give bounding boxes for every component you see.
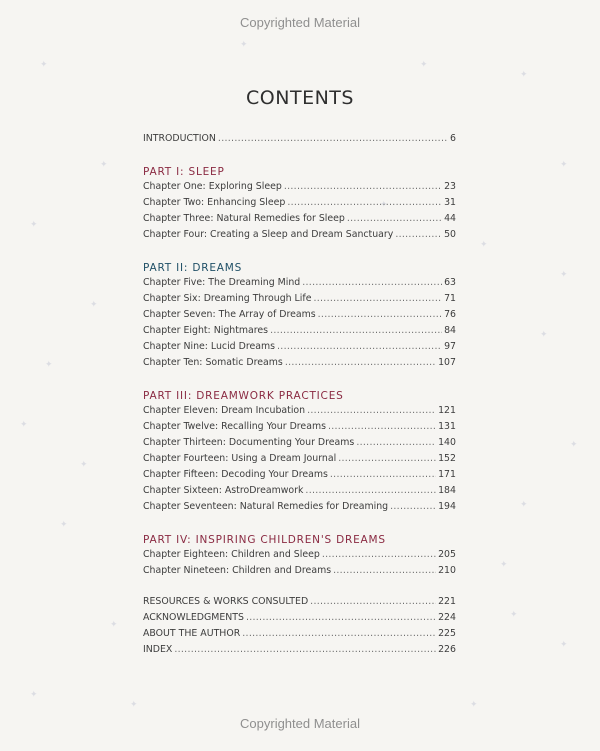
toc-entry-page: 184 xyxy=(438,485,456,496)
spacer xyxy=(143,517,456,532)
toc-entry-page: 44 xyxy=(444,213,456,224)
toc-entry-page: 140 xyxy=(438,437,456,448)
toc-entry-page: 224 xyxy=(438,612,456,623)
dot-leader xyxy=(395,229,442,240)
toc-entry-page: 171 xyxy=(438,469,456,480)
dot-leader xyxy=(284,181,442,192)
toc-entry[interactable] xyxy=(143,549,456,565)
dot-leader xyxy=(277,341,442,352)
star-icon: ✦ xyxy=(420,59,428,69)
toc-entry-page: 50 xyxy=(444,229,456,240)
watermark-top: Copyrighted Material xyxy=(240,15,360,30)
star-icon: ✦ xyxy=(45,359,53,369)
toc-entry[interactable] xyxy=(143,421,456,437)
toc-entry-page: 152 xyxy=(438,453,456,464)
dot-leader xyxy=(270,325,442,336)
toc-entry[interactable] xyxy=(143,501,456,517)
toc-entry-label: ABOUT THE AUTHOR xyxy=(143,628,241,639)
toc-entry-label: RESOURCES & WORKS CONSULTED xyxy=(143,596,309,607)
star-icon: ✦ xyxy=(30,219,38,229)
star-icon: ✦ xyxy=(90,299,98,309)
star-icon: ✦ xyxy=(60,519,68,529)
dot-leader xyxy=(305,485,436,496)
toc-entry-page: 76 xyxy=(444,309,456,320)
toc-entry-page: 84 xyxy=(444,325,456,336)
watermark-bottom: Copyrighted Material xyxy=(240,716,360,731)
dot-leader xyxy=(330,469,436,480)
toc-entry[interactable] xyxy=(143,325,456,341)
dot-leader xyxy=(310,596,436,607)
toc-entry[interactable] xyxy=(143,612,456,628)
dot-leader xyxy=(174,644,436,655)
part-heading[interactable]: PART III: DREAMWORK PRACTICES xyxy=(143,390,344,402)
toc-entry-page: 107 xyxy=(438,357,456,368)
toc-entry[interactable] xyxy=(143,293,456,309)
toc-entry[interactable] xyxy=(143,357,456,373)
star-icon: ✦ xyxy=(380,199,388,209)
spacer xyxy=(143,149,456,164)
star-icon: ✦ xyxy=(110,619,118,629)
toc-entry[interactable] xyxy=(143,213,456,229)
toc-entry[interactable] xyxy=(143,229,456,245)
dot-leader xyxy=(218,133,448,144)
toc-entry-label: Chapter Five: The Dreaming Mind xyxy=(143,277,301,288)
toc-entry-label: Chapter Ten: Somatic Dreams xyxy=(143,357,283,368)
star-icon: ✦ xyxy=(560,159,568,169)
star-icon: ✦ xyxy=(520,69,528,79)
star-icon: ✦ xyxy=(500,559,508,569)
toc-entry-label: Chapter Twelve: Recalling Your Dreams xyxy=(143,421,326,432)
star-icon: ✦ xyxy=(470,699,478,709)
toc-entry-label: Chapter Seven: The Array of Dreams xyxy=(143,309,316,320)
toc-entry[interactable] xyxy=(143,628,456,644)
dot-leader xyxy=(318,309,442,320)
toc-entry-page: 205 xyxy=(438,549,456,560)
toc-entry-label: Chapter Fifteen: Decoding Your Dreams xyxy=(143,469,328,480)
star-icon: ✦ xyxy=(40,59,48,69)
toc-entry[interactable] xyxy=(143,469,456,485)
toc-entry-label: Chapter Eighteen: Children and Sleep xyxy=(143,549,320,560)
toc-entry-label: Chapter Nineteen: Children and Dreams xyxy=(143,565,332,576)
toc-entry[interactable] xyxy=(143,644,456,660)
dot-leader xyxy=(246,612,436,623)
toc-back-matter xyxy=(143,596,456,660)
dot-leader xyxy=(302,277,442,288)
dot-leader xyxy=(338,453,436,464)
star-icon: ✦ xyxy=(240,39,248,49)
toc-entry[interactable] xyxy=(143,405,456,421)
toc-entry-label: Chapter Four: Creating a Sleep and Dream Sanctuary xyxy=(143,229,394,240)
star-icon: ✦ xyxy=(130,699,138,709)
toc-entry-label: Chapter Fourteen: Using a Dream Journal xyxy=(143,453,337,464)
star-icon: ✦ xyxy=(570,439,578,449)
toc-entry-page: 31 xyxy=(444,197,456,208)
toc-entry-page: 71 xyxy=(444,293,456,304)
spacer xyxy=(143,581,456,596)
toc-entry-page: 23 xyxy=(444,181,456,192)
dot-leader xyxy=(390,501,436,512)
star-icon: ✦ xyxy=(30,689,38,699)
toc-entry-page: 121 xyxy=(438,405,456,416)
part-heading[interactable]: PART I: SLEEP xyxy=(143,166,225,178)
toc-entry[interactable] xyxy=(143,596,456,612)
star-icon: ✦ xyxy=(520,499,528,509)
toc-entry-label: Chapter One: Exploring Sleep xyxy=(143,181,282,192)
dot-leader xyxy=(242,628,436,639)
star-icon: ✦ xyxy=(540,329,548,339)
toc-entry[interactable] xyxy=(143,485,456,501)
dot-leader xyxy=(347,213,442,224)
toc-entry[interactable] xyxy=(143,133,456,149)
toc-entry-page: 210 xyxy=(438,565,456,576)
dot-leader xyxy=(307,405,436,416)
toc-entry[interactable] xyxy=(143,437,456,453)
dot-leader xyxy=(328,421,436,432)
dot-leader xyxy=(313,293,442,304)
toc-entry-label: Chapter Eleven: Dream Incubation xyxy=(143,405,306,416)
toc-entry[interactable] xyxy=(143,277,456,293)
star-icon: ✦ xyxy=(480,239,488,249)
spacer xyxy=(143,245,456,260)
toc-entry-page: 226 xyxy=(438,644,456,655)
toc-parts xyxy=(143,164,456,596)
toc-entry-label: INTRODUCTION xyxy=(143,133,216,144)
toc-entry[interactable] xyxy=(143,341,456,357)
dot-leader xyxy=(287,197,442,208)
toc-entry-label: Chapter Nine: Lucid Dreams xyxy=(143,341,276,352)
star-icon: ✦ xyxy=(20,419,28,429)
toc-entry-label: Chapter Two: Enhancing Sleep xyxy=(143,197,286,208)
star-icon: ✦ xyxy=(80,459,88,469)
part-heading[interactable]: PART IV: INSPIRING CHILDREN'S DREAMS xyxy=(143,534,386,546)
toc-front-matter xyxy=(143,133,456,149)
toc-entry[interactable] xyxy=(143,565,456,581)
star-icon: ✦ xyxy=(560,269,568,279)
page-title: CONTENTS xyxy=(246,87,354,109)
toc-entry-label: Chapter Six: Dreaming Through Life xyxy=(143,293,312,304)
star-icon: ✦ xyxy=(100,159,108,169)
dot-leader xyxy=(333,565,436,576)
toc-entry-label: Chapter Thirteen: Documenting Your Dreams xyxy=(143,437,355,448)
toc-entry-page: 225 xyxy=(438,628,456,639)
toc-entry-label: Chapter Eight: Nightmares xyxy=(143,325,269,336)
toc-entry-page: 63 xyxy=(444,277,456,288)
toc-entry-page: 6 xyxy=(450,133,456,144)
toc-entry[interactable] xyxy=(143,181,456,197)
toc-entry[interactable] xyxy=(143,197,456,213)
dot-leader xyxy=(356,437,436,448)
dot-leader xyxy=(285,357,436,368)
toc-entry-label: Chapter Three: Natural Remedies for Sleep xyxy=(143,213,345,224)
toc-entry-page: 194 xyxy=(438,501,456,512)
part-heading[interactable]: PART II: DREAMS xyxy=(143,262,243,274)
toc-entry-label: Chapter Seventeen: Natural Remedies for Dreaming xyxy=(143,501,389,512)
star-icon: ✦ xyxy=(510,609,518,619)
toc-entry-label: ACKNOWLEDGMENTS xyxy=(143,612,244,623)
toc-entry-page: 131 xyxy=(438,421,456,432)
toc-entry-label: Chapter Sixteen: AstroDreamwork xyxy=(143,485,304,496)
table-of-contents xyxy=(143,133,456,660)
dot-leader xyxy=(322,549,436,560)
toc-entry-page: 221 xyxy=(438,596,456,607)
toc-entry[interactable] xyxy=(143,309,456,325)
spacer xyxy=(143,373,456,388)
toc-entry[interactable] xyxy=(143,453,456,469)
toc-entry-label: INDEX xyxy=(143,644,173,655)
toc-entry-page: 97 xyxy=(444,341,456,352)
star-icon: ✦ xyxy=(560,639,568,649)
